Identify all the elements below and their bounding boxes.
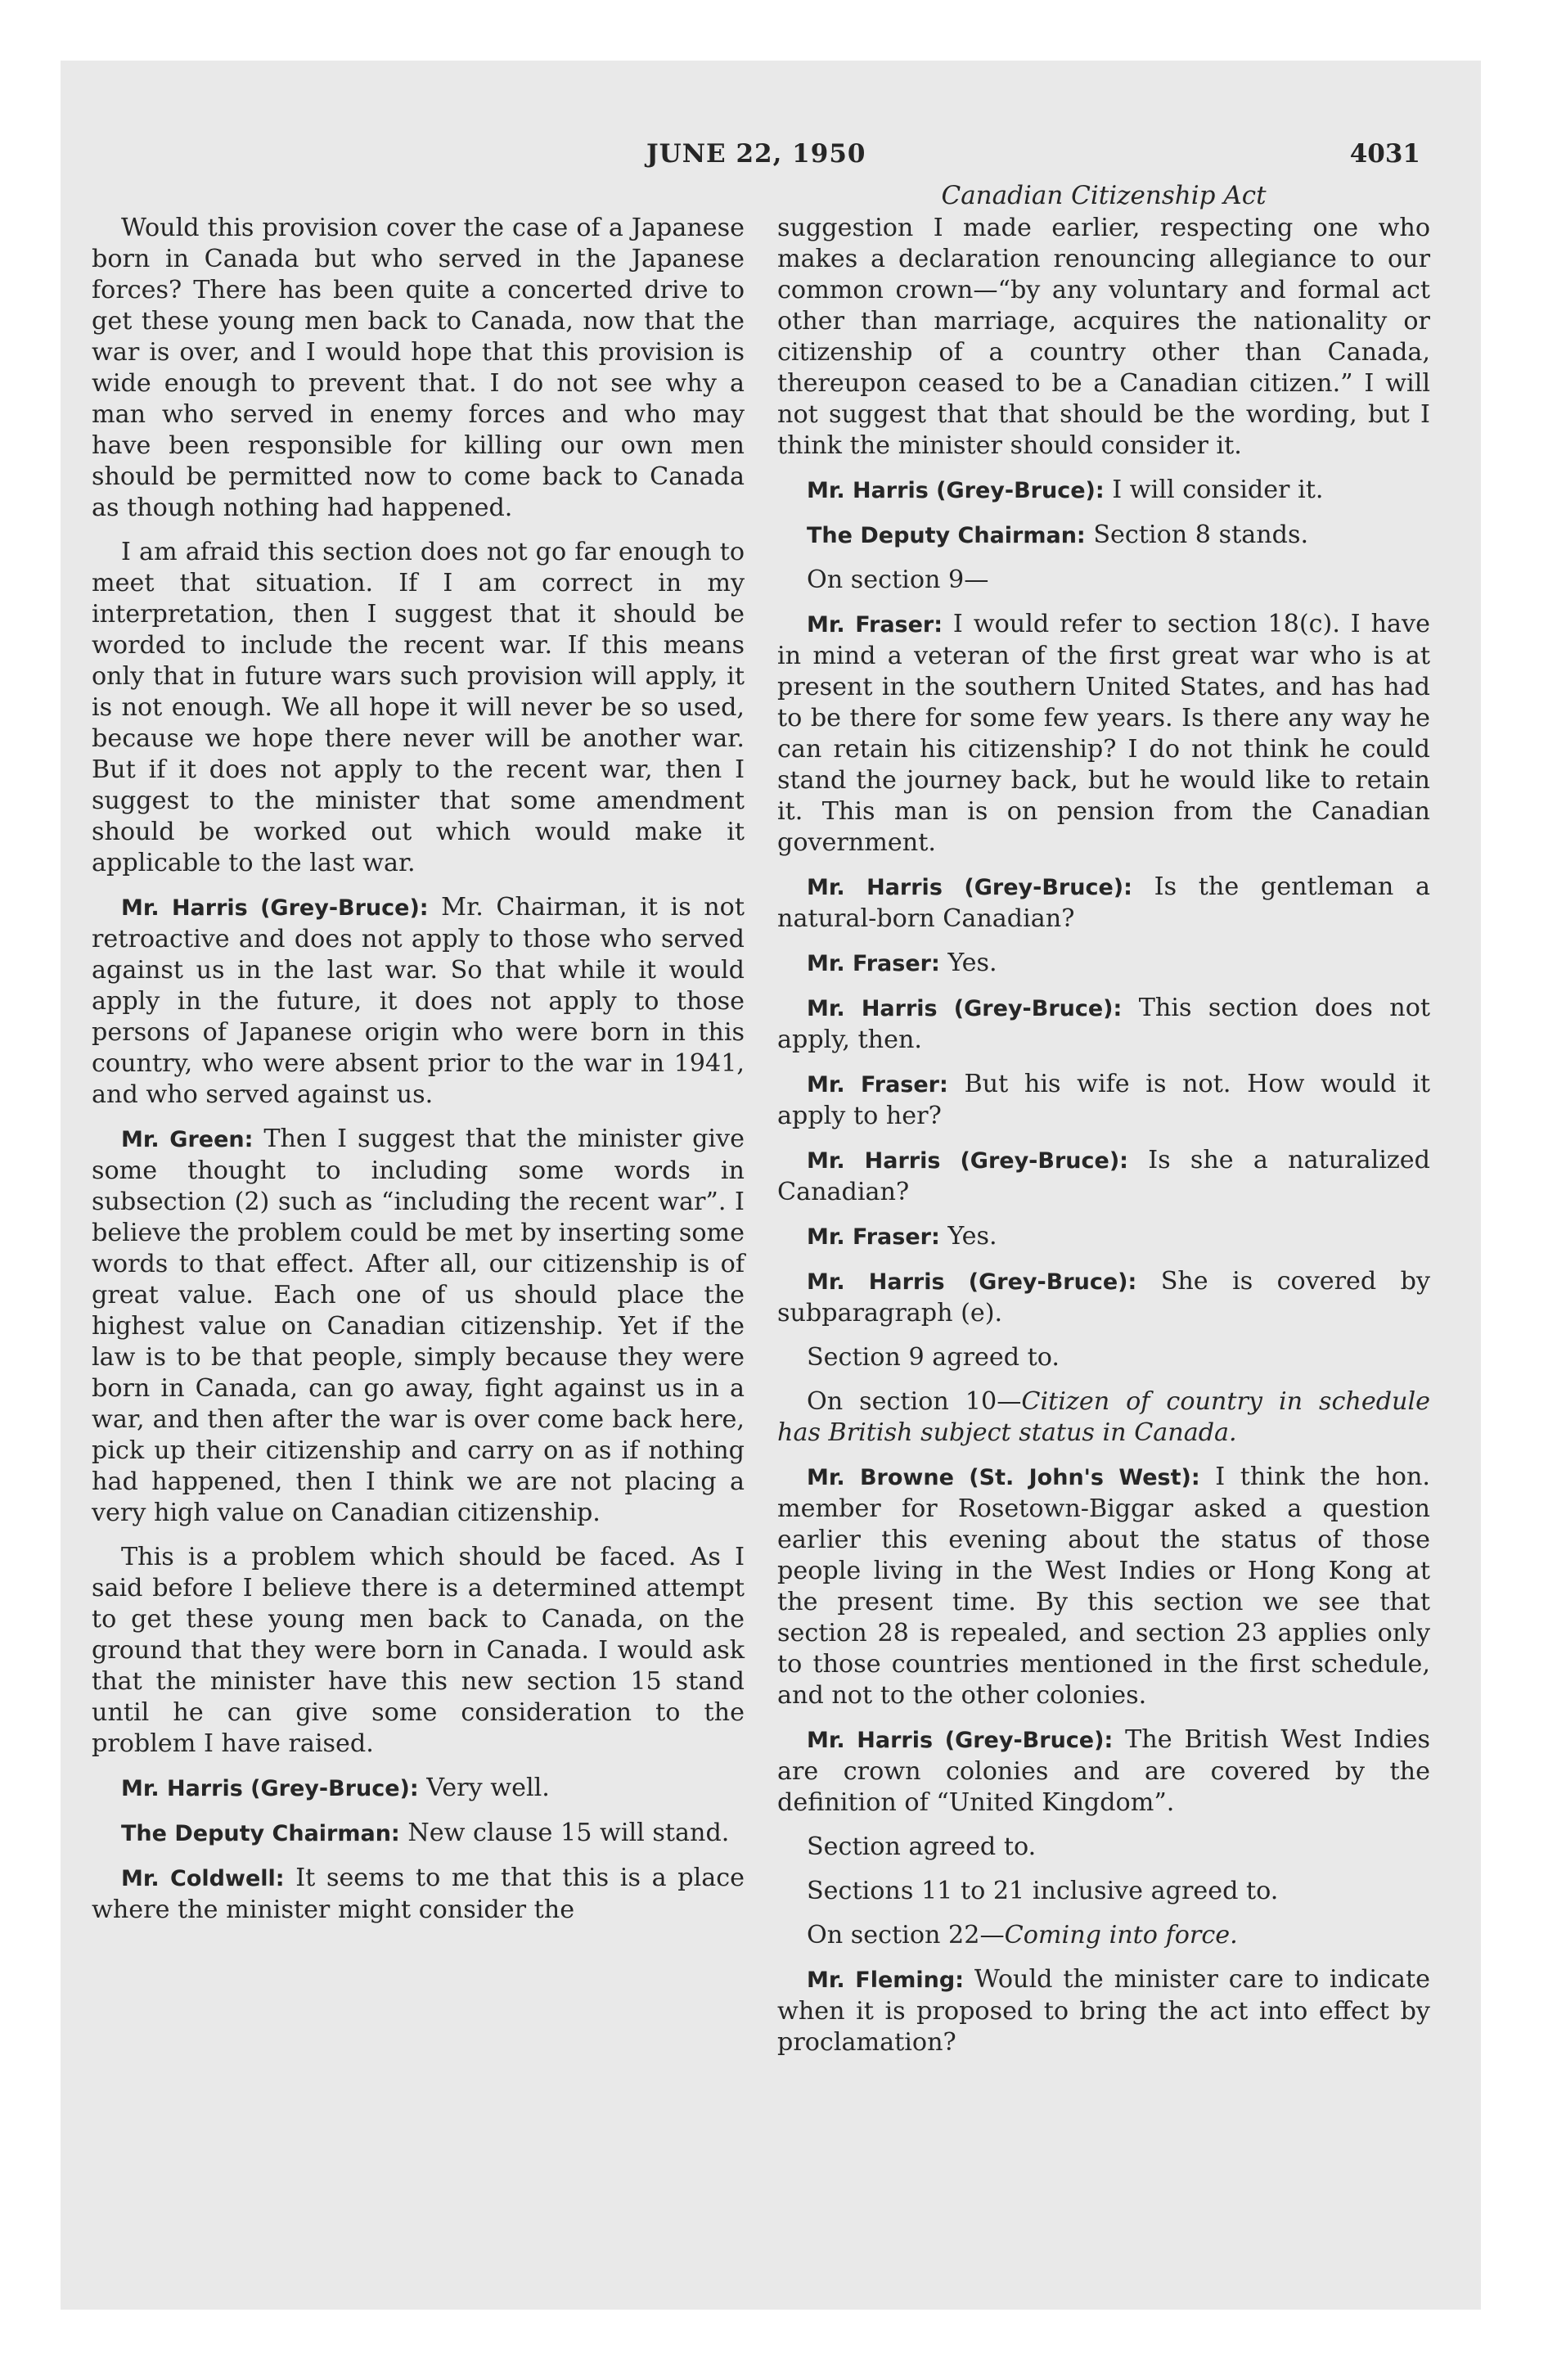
paragraph: The Deputy Chairman: New clause 15 will stand. xyxy=(121,1819,730,1847)
speaker-name: Mr. Fleming: xyxy=(807,1968,965,1993)
speaker-name: Mr. Harris (Grey-Bruce): xyxy=(121,895,429,921)
paragraph: On section 22—Coming into force. xyxy=(807,1921,1238,1950)
paragraph: Mr. Fraser: I would refer to section 18(c). I have in mind a veteran of the first great war who is at present in the southern United States, and has had to be there for some few years. Is there any way he can retain his citizenship? I do not think he could stand the journey back, but he would like to retain it. This man is on pension from the Canadian government. xyxy=(777,610,1430,857)
paragraph: Mr. Harris (Grey-Bruce): Very well. xyxy=(121,1774,550,1802)
page-header xyxy=(61,139,1481,178)
paragraph: Mr. Harris (Grey-Bruce): I will consider it. xyxy=(807,476,1324,504)
speaker-name: Mr. Harris (Grey-Bruce): xyxy=(807,996,1123,1021)
right-column xyxy=(777,180,1430,2071)
paragraph: Mr. Coldwell: It seems to me that this is a place where the minister might consider the xyxy=(92,1864,745,1924)
speaker-name: The Deputy Chairman: xyxy=(807,523,1086,548)
speaker-name: Mr. Fraser: xyxy=(807,1072,948,1098)
paragraph: Mr. Fraser: Yes. xyxy=(807,949,997,977)
paragraph: Sections 11 to 21 inclusive agreed to. xyxy=(807,1877,1279,1905)
paragraph: Mr. Harris (Grey-Bruce): Is the gentleman a natural-born Canadian? xyxy=(777,872,1430,933)
paragraph: Section agreed to. xyxy=(807,1832,1037,1861)
paragraph: The Deputy Chairman: Section 8 stands. xyxy=(807,521,1309,549)
paragraph: Mr. Fraser: But his wife is not. How would it apply to her? xyxy=(777,1070,1430,1130)
paragraph: Mr. Fleming: Would the minister care to indicate when it is proposed to bring the act into effect by proclamation? xyxy=(777,1965,1430,2057)
speaker-name: Mr. Fraser: xyxy=(807,612,943,638)
speaker-name: Mr. Harris (Grey-Bruce): xyxy=(807,1148,1128,1174)
speaker-name: The Deputy Chairman: xyxy=(121,1821,400,1846)
running-title: Canadian Citizenship Act xyxy=(941,181,1267,210)
paragraph: Mr. Harris (Grey-Bruce): Mr. Chairman, it is not retroactive and does not apply to those who served against us in the last war. So that while it would apply in the future, it does not apply to those persons of Japanese origin who were born in this country, who were absent prior to the war in 1941, and who served against us. xyxy=(92,893,745,1109)
paragraph: suggestion I made earlier, respecting one who makes a declaration renouncing allegiance to our common crown—“by any voluntary and formal act other than marriage, acquires the nationality or citizenship of a country other than Canada, thereupon ceased to be a Canadian citizen.” I will not suggest that that should be the wording, but I think the minister should consider it. xyxy=(777,214,1430,460)
speaker-name: Mr. Harris (Grey-Bruce): xyxy=(807,1728,1114,1753)
speaker-name: Mr. Harris (Grey-Bruce): xyxy=(807,875,1132,900)
speaker-name: Mr. Harris (Grey-Bruce): xyxy=(807,1269,1137,1295)
header-page-number: 4031 xyxy=(1349,139,1420,169)
paragraph: Mr. Browne (St. John's West): I think the hon. member for Rosetown-Biggar asked a question earlier this evening about the status of those people living in the West Indies or Hong Kong at the present time. By this section we see that section 28 is repealed, and section 23 applies only to those countries mentioned in the first schedule, and not to the other colonies. xyxy=(777,1463,1430,1710)
speaker-name: Mr. Green: xyxy=(121,1127,254,1152)
paragraph: I am afraid this section does not go far enough to meet that situation. If I am correct in my interpretation, then I suggest that it should be worded to include the recent war. If this means only that in future wars such provision will apply, it is not enough. We all hope it will never be so used, because we hope there never will be another war. But if it does not apply to the recent war, then I suggest to the minister that some amendment should be worked out which would make it applicable to the last war. xyxy=(92,538,745,877)
paragraph: Mr. Harris (Grey-Bruce): This section does not apply, then. xyxy=(777,994,1430,1054)
paragraph: On section 9— xyxy=(807,566,989,594)
paragraph: Mr. Fraser: Yes. xyxy=(807,1222,997,1251)
paragraph: Section 9 agreed to. xyxy=(807,1343,1060,1372)
left-column xyxy=(92,213,745,1939)
speaker-name: Mr. Browne (St. John's West): xyxy=(807,1465,1200,1490)
paragraph: Mr. Harris (Grey-Bruce): She is covered by subparagraph (e). xyxy=(777,1267,1431,1327)
document-page xyxy=(61,61,1481,2310)
speaker-name: Mr. Harris (Grey-Bruce): xyxy=(807,478,1105,503)
paragraph: Mr. Green: Then I suggest that the minister give some thought to including some words in subsection (2) such as “including the recent war”. I believe the problem could be met by inserting some words to that effect. After all, our citizenship is of great value. Each one of us should place the highest value on Canadian citizenship. Yet if the law is to be that people, simply because they were born in Canada, can go away, fight against us in a war, and then after the war is over come back here, pick up their citizenship and carry on as if nothing had happened, then I think we are not placing a very high value on Canadian citizenship. xyxy=(92,1125,745,1527)
paragraph: On section 10—Citizen of country in schedule has British subject status in Canada. xyxy=(777,1387,1430,1447)
header-date: JUNE 22, 1950 xyxy=(646,139,866,169)
speaker-name: Mr. Fraser: xyxy=(807,951,940,976)
paragraph: Would this provision cover the case of a Japanese born in Canada but who served in the Japanese forces? There has been quite a concerted drive to get these young men back to Canada, now that the war is over, and I would hope that this provision is wide enough to prevent that. I do not see why a man who served in enemy forces and who may have been responsible for killing our own men should be permitted now to come back to Canada as though nothing had happened. xyxy=(92,214,745,522)
speaker-name: Mr. Harris (Grey-Bruce): xyxy=(121,1776,419,1801)
paragraph: Mr. Harris (Grey-Bruce): Is she a naturalized Canadian? xyxy=(777,1146,1430,1206)
paragraph: Mr. Harris (Grey-Bruce): The British West Indies are crown colonies and are covered by the definition of “United Kingdom”. xyxy=(777,1725,1430,1817)
paragraph: This is a problem which should be faced. As I said before I believe there is a determined attempt to get these young men back to Canada, on the ground that they were born in Canada. I would ask that the minister have this new section 15 stand until he can give some consideration to the problem I have raised. xyxy=(92,1543,745,1758)
speaker-name: Mr. Fraser: xyxy=(807,1224,940,1250)
speaker-name: Mr. Coldwell: xyxy=(121,1866,285,1891)
